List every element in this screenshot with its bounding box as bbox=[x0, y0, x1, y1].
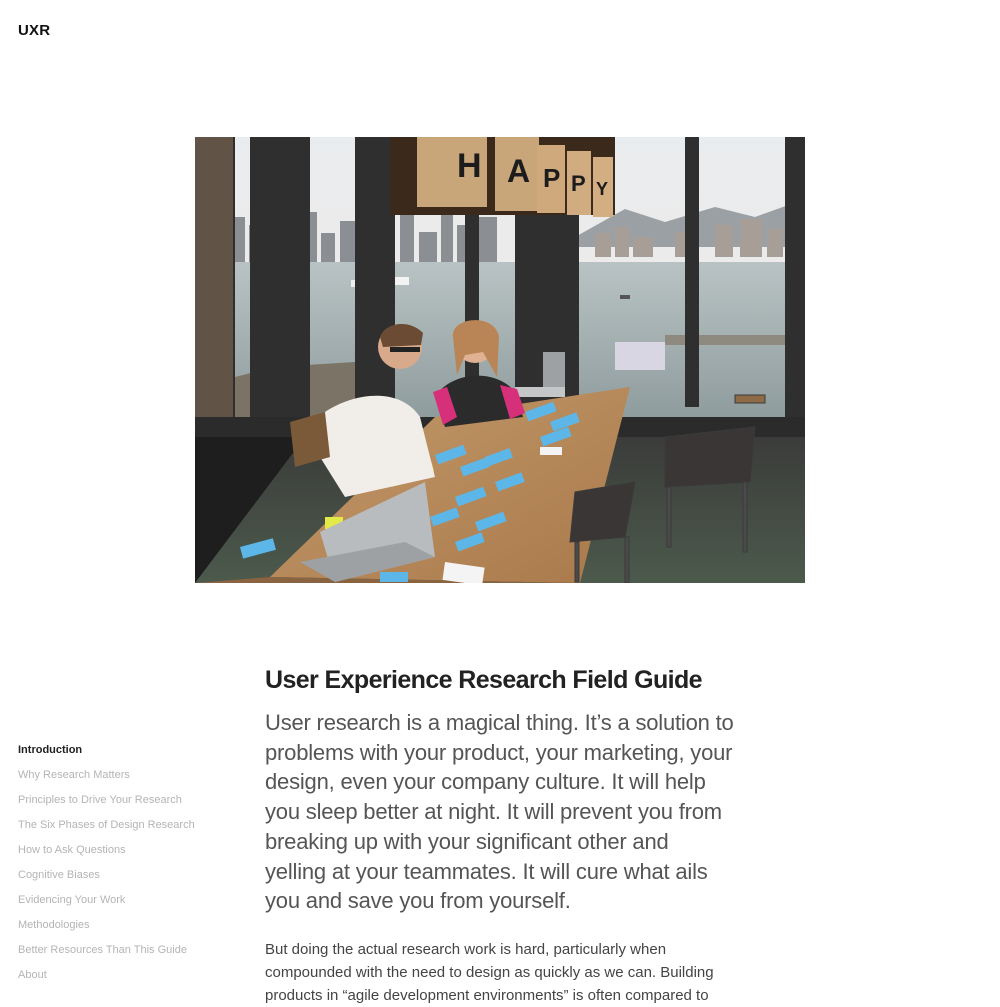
nav-item-better-resources[interactable]: Better Resources Than This Guide bbox=[18, 944, 187, 956]
nav-item-six-phases[interactable]: The Six Phases of Design Research bbox=[18, 819, 195, 831]
body-paragraph: But doing the actual research work is hard, particularly when compounded with the need to design as quickly as we can. Building products in “agile development environments” is often compared to bbox=[265, 940, 714, 1004]
nav-item-how-to-ask-questions[interactable]: How to Ask Questions bbox=[18, 844, 126, 856]
logo-link[interactable]: UXR bbox=[18, 22, 51, 39]
nav-item-evidencing-your-work[interactable]: Evidencing Your Work bbox=[18, 894, 126, 906]
nav-item-introduction[interactable]: Introduction bbox=[18, 744, 83, 756]
nav-item-about[interactable]: About bbox=[18, 969, 47, 981]
hero-photo bbox=[195, 137, 805, 583]
nav-item-principles[interactable]: Principles to Drive Your Research bbox=[18, 794, 182, 806]
svg-text:P: P bbox=[543, 163, 561, 193]
svg-text:P: P bbox=[571, 171, 586, 196]
table-of-contents bbox=[18, 738, 218, 988]
nav-item-methodologies[interactable]: Methodologies bbox=[18, 919, 90, 931]
main-content bbox=[265, 662, 735, 1007]
nav-item-why-research-matters[interactable]: Why Research Matters bbox=[18, 769, 130, 781]
svg-text:H: H bbox=[457, 147, 482, 185]
hero-image bbox=[195, 137, 805, 583]
svg-text:A: A bbox=[507, 153, 531, 189]
page-title: User Experience Research Field Guide bbox=[265, 666, 702, 694]
svg-text:Y: Y bbox=[596, 179, 609, 199]
lead-paragraph: User research is a magical thing. It’s a solution to problems with your product, your marketing, your design, even your company culture. It will help you sleep better at night. It will prevent you from breaking up with your significant other and yelling at your teammates. It will cure what ails you and save you from yourself. bbox=[265, 710, 734, 914]
nav-item-cognitive-biases[interactable]: Cognitive Biases bbox=[18, 869, 100, 881]
